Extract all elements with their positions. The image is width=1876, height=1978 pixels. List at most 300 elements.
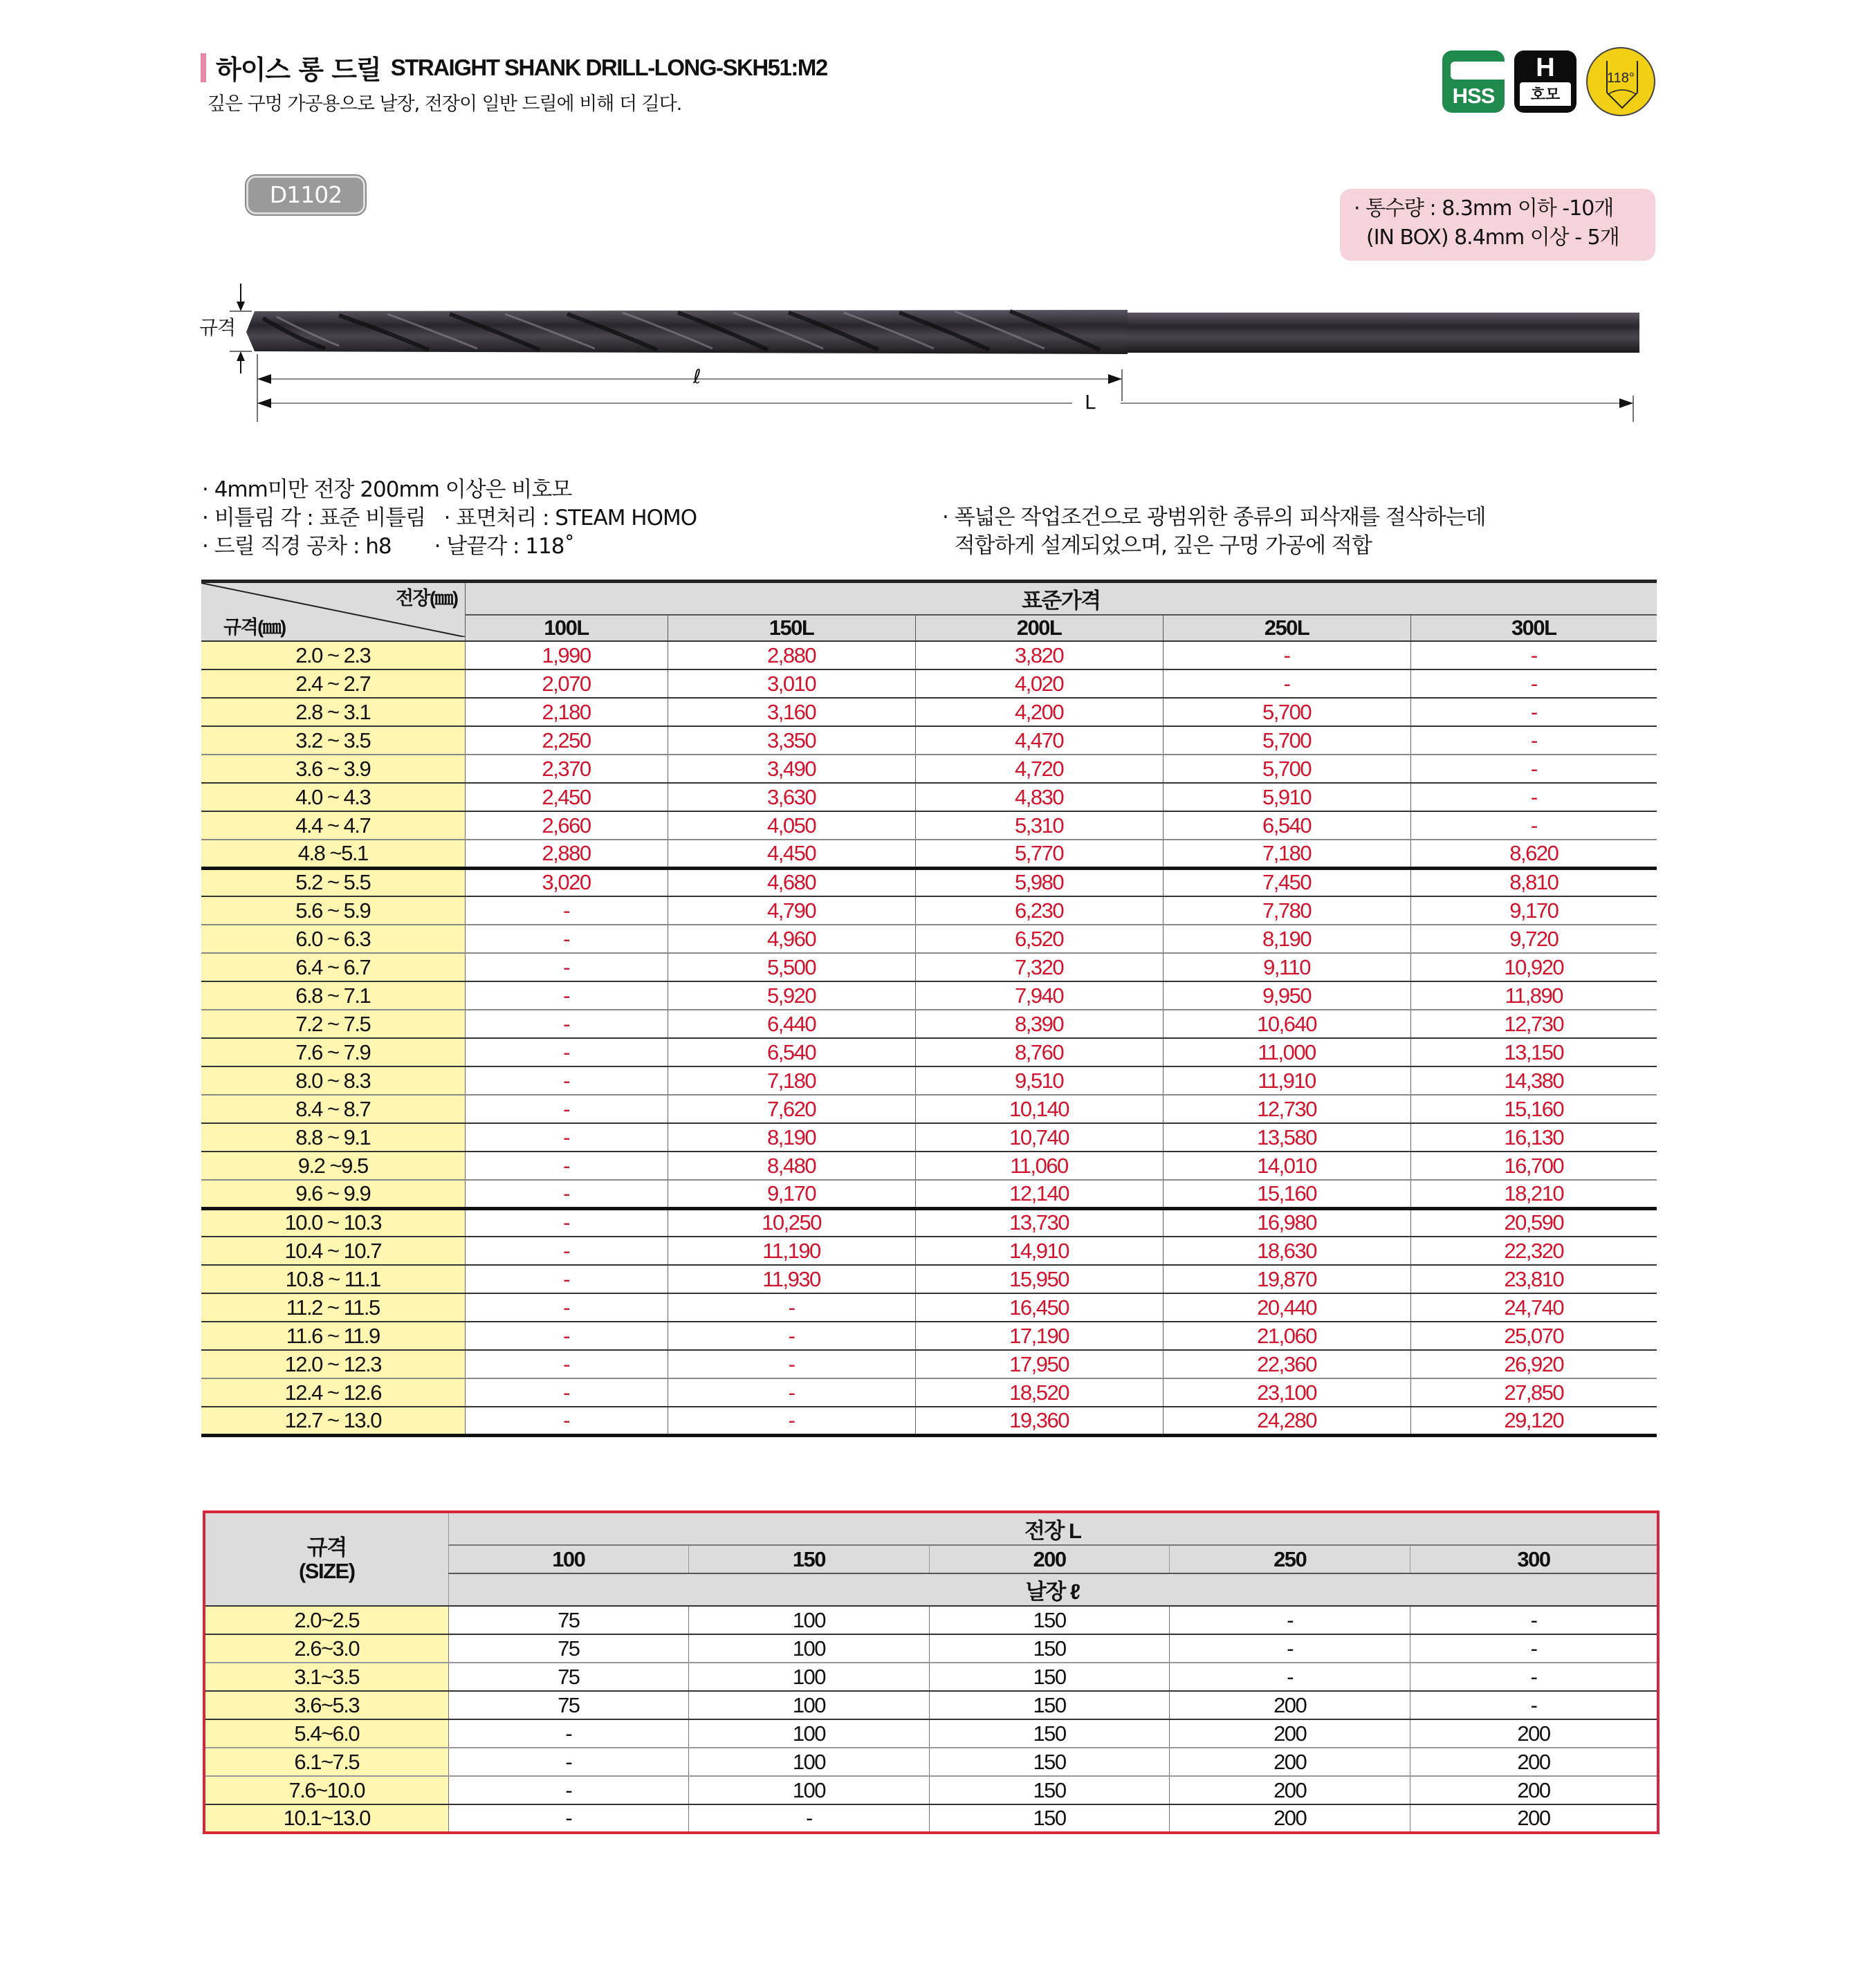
price-cell: 16,980 — [1163, 1208, 1410, 1237]
price-cell: 26,920 — [1410, 1350, 1657, 1378]
flute-length-cell: 150 — [929, 1663, 1170, 1691]
price-cell: 4,960 — [668, 925, 915, 953]
price-cell: - — [668, 1293, 915, 1322]
price-cell: 11,190 — [668, 1237, 915, 1265]
size-cell: 5.4~6.0 — [204, 1719, 448, 1748]
flute-length-cell: - — [1410, 1663, 1659, 1691]
size-cell: 6.1~7.5 — [204, 1748, 448, 1776]
price-cell: 4,680 — [668, 868, 915, 896]
size-cell: 10.0 ~ 10.3 — [201, 1208, 465, 1237]
length-row — [204, 1663, 1658, 1691]
flute-length-cell: 200 — [1410, 1719, 1659, 1748]
price-cell: - — [465, 1066, 668, 1095]
price-cell: - — [465, 1038, 668, 1066]
price-cell: 7,780 — [1163, 896, 1410, 925]
price-row — [201, 1095, 1657, 1123]
flute-length-cell: 200 — [1170, 1804, 1410, 1833]
hss-material-icon — [1442, 50, 1505, 113]
flute-length-cell: - — [1410, 1606, 1659, 1634]
price-cell: 14,910 — [915, 1237, 1163, 1265]
price-cell: - — [465, 1293, 668, 1322]
price-row — [201, 1152, 1657, 1180]
flute-length-cell: - — [1410, 1691, 1659, 1719]
price-cell: - — [668, 1322, 915, 1350]
price-cell: 16,450 — [915, 1293, 1163, 1322]
price-cell: 3,010 — [668, 669, 915, 698]
price-cell: 7,180 — [1163, 840, 1410, 868]
price-cell: 22,360 — [1163, 1350, 1410, 1378]
flute-length-cell: 100 — [689, 1719, 930, 1748]
length-column-header: 150 — [689, 1545, 930, 1573]
size-cell: 3.1~3.5 — [204, 1663, 448, 1691]
price-cell: 3,490 — [668, 755, 915, 783]
size-header-en: (SIZE) — [298, 1558, 355, 1583]
price-row — [201, 925, 1657, 953]
price-cell: 2,660 — [465, 811, 668, 840]
price-row — [201, 953, 1657, 981]
overall-length-header: 전장 L — [448, 1512, 1658, 1545]
price-cell: 5,700 — [1163, 698, 1410, 726]
size-cell: 11.6 ~ 11.9 — [201, 1322, 465, 1350]
price-cell: 8,190 — [1163, 925, 1410, 953]
price-cell: - — [465, 1237, 668, 1265]
price-cell: - — [465, 1010, 668, 1038]
price-column-header: 100L — [465, 615, 668, 641]
price-cell: 11,930 — [668, 1265, 915, 1293]
price-cell: 9,170 — [668, 1180, 915, 1208]
price-cell: - — [1410, 755, 1657, 783]
length-row — [204, 1804, 1658, 1833]
price-row — [201, 868, 1657, 896]
price-row — [201, 1208, 1657, 1237]
price-cell: 2,180 — [465, 698, 668, 726]
price-cell: 2,070 — [465, 669, 668, 698]
size-cell: 2.4 ~ 2.7 — [201, 669, 465, 698]
size-header — [204, 1512, 448, 1606]
price-cell: 4,830 — [915, 783, 1163, 811]
price-cell: 14,010 — [1163, 1152, 1410, 1180]
flute-length-cell: - — [448, 1748, 689, 1776]
price-cell: - — [668, 1378, 915, 1407]
price-cell: 17,190 — [915, 1322, 1163, 1350]
price-cell: - — [1410, 698, 1657, 726]
price-cell: 2,880 — [465, 840, 668, 868]
price-cell: 7,940 — [915, 981, 1163, 1010]
flute-length-cell: 200 — [1170, 1776, 1410, 1804]
price-cell: 6,230 — [915, 896, 1163, 925]
price-cell: - — [465, 1095, 668, 1123]
price-cell: - — [1410, 811, 1657, 840]
flute-length-cell: 100 — [689, 1691, 930, 1719]
price-cell: 12,140 — [915, 1180, 1163, 1208]
size-cell: 6.8 ~ 7.1 — [201, 981, 465, 1010]
price-cell: 9,510 — [915, 1066, 1163, 1095]
price-cell: 3,350 — [668, 726, 915, 755]
price-table — [201, 580, 1657, 1437]
flute-length-cell: 150 — [929, 1634, 1170, 1663]
length-column-header: 200 — [929, 1545, 1170, 1573]
price-cell: 6,440 — [668, 1010, 915, 1038]
price-cell: 6,540 — [1163, 811, 1410, 840]
box-quantity-note — [1340, 189, 1655, 261]
price-cell: 9,170 — [1410, 896, 1657, 925]
size-cell: 7.6~10.0 — [204, 1776, 448, 1804]
price-row — [201, 783, 1657, 811]
flute-length-cell: 75 — [448, 1691, 689, 1719]
length-table-body — [204, 1606, 1658, 1833]
size-cell: 3.6 ~ 3.9 — [201, 755, 465, 783]
price-cell: 2,450 — [465, 783, 668, 811]
size-header-ko: 규격 — [306, 1535, 347, 1560]
price-column-header: 150L — [668, 615, 915, 641]
price-cell: 12,730 — [1163, 1095, 1410, 1123]
price-cell: 4,470 — [915, 726, 1163, 755]
price-row — [201, 1322, 1657, 1350]
size-axis-label: 규격(㎜) — [223, 617, 286, 638]
title-korean: 하이스 롱 드릴 — [216, 55, 381, 85]
price-cell: 20,590 — [1410, 1208, 1657, 1237]
price-cell: 27,850 — [1410, 1378, 1657, 1407]
length-column-header: 250 — [1170, 1545, 1410, 1573]
size-cell: 10.4 ~ 10.7 — [201, 1237, 465, 1265]
price-cell: 3,160 — [668, 698, 915, 726]
size-cell: 9.6 ~ 9.9 — [201, 1180, 465, 1208]
price-row — [201, 896, 1657, 925]
feature-badges — [1442, 47, 1655, 116]
qty-note-line1: · 통수량 : 8.3mm 이하 -10개 — [1354, 196, 1614, 221]
price-cell: 9,720 — [1410, 925, 1657, 953]
price-cell: 2,250 — [465, 726, 668, 755]
price-cell: - — [1410, 641, 1657, 669]
price-cell: 11,890 — [1410, 981, 1657, 1010]
price-cell: 24,280 — [1163, 1407, 1410, 1435]
feature-note: 적합하게 설계되었으며, 깊은 구멍 가공에 적합 — [942, 533, 1372, 558]
size-cell: 2.6~3.0 — [204, 1634, 448, 1663]
flute-length-cell: 75 — [448, 1663, 689, 1691]
price-row — [201, 641, 1657, 669]
price-cell: 3,020 — [465, 868, 668, 896]
flute-length-cell: - — [1170, 1663, 1410, 1691]
length-row — [204, 1634, 1658, 1663]
size-cell: 6.0 ~ 6.3 — [201, 925, 465, 953]
flute-length-cell: 150 — [929, 1748, 1170, 1776]
price-row — [201, 840, 1657, 868]
price-cell: - — [465, 1322, 668, 1350]
price-cell: - — [465, 925, 668, 953]
spec-note: · 4mm미만 전장 200mm 이상은 비호모 — [202, 477, 572, 502]
price-cell: 6,520 — [915, 925, 1163, 953]
homo-label: 호모 — [1530, 86, 1561, 104]
angle-label: 118° — [1607, 71, 1635, 86]
price-row — [201, 1293, 1657, 1322]
price-cell: 4,450 — [668, 840, 915, 868]
flute-length-cell: - — [1410, 1634, 1659, 1663]
size-cell: 2.8 ~ 3.1 — [201, 698, 465, 726]
price-cell: 3,820 — [915, 641, 1163, 669]
price-cell: 16,700 — [1410, 1152, 1657, 1180]
price-cell: 13,580 — [1163, 1123, 1410, 1152]
price-cell: 4,720 — [915, 755, 1163, 783]
price-group-header: 표준가격 — [465, 582, 1657, 616]
price-row — [201, 1378, 1657, 1407]
hss-label: HSS — [1452, 84, 1495, 108]
price-cell: 10,920 — [1410, 953, 1657, 981]
price-cell: 19,360 — [915, 1407, 1163, 1435]
point-angle-icon — [1586, 47, 1655, 116]
spec-notes — [202, 476, 697, 561]
title-accent-bar — [201, 53, 206, 82]
diameter-label: 규격 — [199, 316, 236, 339]
price-cell: 21,060 — [1163, 1322, 1410, 1350]
price-cell: - — [465, 1378, 668, 1407]
price-cell: 7,450 — [1163, 868, 1410, 896]
price-cell: 5,910 — [1163, 783, 1410, 811]
price-cell: 6,540 — [668, 1038, 915, 1066]
price-cell: - — [465, 981, 668, 1010]
size-cell: 3.6~5.3 — [204, 1691, 448, 1719]
flute-length-cell: - — [1170, 1634, 1410, 1663]
size-cell: 4.4 ~ 4.7 — [201, 811, 465, 840]
size-cell: 7.2 ~ 7.5 — [201, 1010, 465, 1038]
flute-length-cell: 200 — [1410, 1776, 1659, 1804]
price-cell: 5,700 — [1163, 726, 1410, 755]
flute-length-cell: - — [448, 1804, 689, 1833]
size-cell: 4.8 ~5.1 — [201, 840, 465, 868]
title-english: STRAIGHT SHANK DRILL-LONG-SKH51:M2 — [390, 54, 827, 80]
price-cell: 24,740 — [1410, 1293, 1657, 1322]
price-cell: 16,130 — [1410, 1123, 1657, 1152]
size-cell: 12.7 ~ 13.0 — [201, 1407, 465, 1435]
length-row — [204, 1748, 1658, 1776]
size-cell: 5.6 ~ 5.9 — [201, 896, 465, 925]
price-row — [201, 755, 1657, 783]
price-column-header: 300L — [1410, 615, 1657, 641]
flute-length-cell: 200 — [1410, 1748, 1659, 1776]
flute-length-cell: - — [689, 1804, 930, 1833]
length-table — [203, 1510, 1659, 1834]
flute-length-cell: - — [448, 1776, 689, 1804]
size-cell: 12.4 ~ 12.6 — [201, 1378, 465, 1407]
price-cell: - — [465, 1407, 668, 1435]
flute-length-cell: 150 — [929, 1719, 1170, 1748]
price-cell: 14,380 — [1410, 1066, 1657, 1095]
flute-length-cell: 150 — [929, 1804, 1170, 1833]
size-cell: 4.0 ~ 4.3 — [201, 783, 465, 811]
flute-length-cell: - — [1170, 1606, 1410, 1634]
flute-length-cell: 100 — [689, 1663, 930, 1691]
price-cell: 2,880 — [668, 641, 915, 669]
size-cell: 8.8 ~ 9.1 — [201, 1123, 465, 1152]
price-cell: 10,640 — [1163, 1010, 1410, 1038]
price-cell: 9,950 — [1163, 981, 1410, 1010]
drill-diagram — [180, 277, 1639, 429]
size-cell: 7.6 ~ 7.9 — [201, 1038, 465, 1066]
price-cell: - — [1163, 641, 1410, 669]
price-row — [201, 1265, 1657, 1293]
price-cell: 19,870 — [1163, 1265, 1410, 1293]
price-cell: 5,770 — [915, 840, 1163, 868]
price-cell: 5,980 — [915, 868, 1163, 896]
price-cell: 13,730 — [915, 1208, 1163, 1237]
page-title — [201, 48, 827, 86]
price-cell: 4,050 — [668, 811, 915, 840]
size-cell: 3.2 ~ 3.5 — [201, 726, 465, 755]
price-row — [201, 1010, 1657, 1038]
overall-length-label: L — [1085, 391, 1095, 414]
price-cell: - — [465, 1152, 668, 1180]
price-cell: - — [465, 1208, 668, 1237]
homo-treatment-icon — [1514, 50, 1576, 113]
price-cell: - — [465, 1180, 668, 1208]
size-cell: 10.1~13.0 — [204, 1804, 448, 1833]
flute-length-cell: 75 — [448, 1634, 689, 1663]
price-cell: - — [465, 1350, 668, 1378]
price-cell: 5,310 — [915, 811, 1163, 840]
price-cell: 5,500 — [668, 953, 915, 981]
price-cell: - — [1410, 783, 1657, 811]
price-table-corner-header — [201, 582, 465, 642]
price-cell: 5,700 — [1163, 755, 1410, 783]
size-cell: 10.8 ~ 11.1 — [201, 1265, 465, 1293]
page-subtitle: 깊은 구멍 가공용으로 날장, 전장이 일반 드릴에 비해 더 길다. — [208, 93, 682, 115]
size-cell: 9.2 ~9.5 — [201, 1152, 465, 1180]
price-row — [201, 1407, 1657, 1435]
price-cell: 3,630 — [668, 783, 915, 811]
drill-illustration — [180, 277, 1639, 429]
price-cell: - — [668, 1407, 915, 1435]
flute-length-cell: 75 — [448, 1606, 689, 1634]
price-cell: 17,950 — [915, 1350, 1163, 1378]
price-cell: 25,070 — [1410, 1322, 1657, 1350]
price-row — [201, 726, 1657, 755]
price-cell: 8,760 — [915, 1038, 1163, 1066]
flute-length-cell: 200 — [1170, 1719, 1410, 1748]
size-cell: 6.4 ~ 6.7 — [201, 953, 465, 981]
price-cell: 29,120 — [1410, 1407, 1657, 1435]
price-cell: 13,150 — [1410, 1038, 1657, 1066]
price-cell: - — [465, 953, 668, 981]
flute-length-cell: 100 — [689, 1634, 930, 1663]
price-row — [201, 981, 1657, 1010]
length-column-header: 300 — [1410, 1545, 1659, 1573]
flute-length-label: ℓ — [693, 365, 701, 388]
flute-length-cell: 150 — [929, 1691, 1170, 1719]
price-cell: 7,320 — [915, 953, 1163, 981]
drill-shank — [1121, 313, 1639, 353]
flute-length-cell: 200 — [1170, 1691, 1410, 1719]
price-cell: - — [1410, 669, 1657, 698]
price-cell: - — [465, 1123, 668, 1152]
price-cell: 2,370 — [465, 755, 668, 783]
price-row — [201, 1038, 1657, 1066]
price-cell: 18,520 — [915, 1378, 1163, 1407]
price-cell: 15,160 — [1163, 1180, 1410, 1208]
price-cell: 8,620 — [1410, 840, 1657, 868]
price-row — [201, 1237, 1657, 1265]
feature-note: · 폭넓은 작업조건으로 광범위한 종류의 피삭재를 절삭하는데 — [942, 505, 1486, 530]
product-code-badge: D1102 — [246, 176, 365, 214]
length-row — [204, 1606, 1658, 1634]
flute-length-cell: 100 — [689, 1776, 930, 1804]
price-cell: 4,200 — [915, 698, 1163, 726]
price-cell: 7,180 — [668, 1066, 915, 1095]
price-cell: 1,990 — [465, 641, 668, 669]
size-cell: 2.0~2.5 — [204, 1606, 448, 1634]
flute-length-cell: 200 — [1410, 1804, 1659, 1833]
price-cell: - — [668, 1350, 915, 1378]
size-cell: 11.2 ~ 11.5 — [201, 1293, 465, 1322]
price-cell: 11,000 — [1163, 1038, 1410, 1066]
price-row — [201, 669, 1657, 698]
price-cell: - — [465, 1265, 668, 1293]
price-cell: 11,060 — [915, 1152, 1163, 1180]
size-cell: 8.4 ~ 8.7 — [201, 1095, 465, 1123]
price-cell: 10,740 — [915, 1123, 1163, 1152]
price-cell: 23,810 — [1410, 1265, 1657, 1293]
size-cell: 5.2 ~ 5.5 — [201, 868, 465, 896]
flute-length-cell: 200 — [1170, 1748, 1410, 1776]
spec-note: · 드릴 직경 공차 : h8 · 날끝각 : 118˚ — [202, 534, 574, 559]
flute-length-cell: 100 — [689, 1748, 930, 1776]
length-row — [204, 1691, 1658, 1719]
flute-length-cell: 150 — [929, 1776, 1170, 1804]
price-cell: 18,210 — [1410, 1180, 1657, 1208]
price-cell: 4,790 — [668, 896, 915, 925]
price-cell: 8,190 — [668, 1123, 915, 1152]
price-cell: 10,140 — [915, 1095, 1163, 1123]
price-cell: - — [465, 896, 668, 925]
price-column-header: 200L — [915, 615, 1163, 641]
price-table-body — [201, 641, 1657, 1435]
price-cell: 15,160 — [1410, 1095, 1657, 1123]
price-cell: 22,320 — [1410, 1237, 1657, 1265]
price-row — [201, 811, 1657, 840]
qty-note-line2: (IN BOX) 8.4mm 이상 - 5개 — [1366, 225, 1619, 250]
price-cell: 18,630 — [1163, 1237, 1410, 1265]
price-cell: 8,810 — [1410, 868, 1657, 896]
size-cell: 12.0 ~ 12.3 — [201, 1350, 465, 1378]
length-row — [204, 1776, 1658, 1804]
price-cell: 23,100 — [1163, 1378, 1410, 1407]
price-cell: 11,910 — [1163, 1066, 1410, 1095]
price-cell: 4,020 — [915, 669, 1163, 698]
price-cell: 15,950 — [915, 1265, 1163, 1293]
length-axis-label: 전장(㎜) — [395, 588, 458, 609]
price-cell: 7,620 — [668, 1095, 915, 1123]
spec-note: · 비틀림 각 : 표준 비틀림 · 표면처리 : STEAM HOMO — [202, 506, 697, 530]
flute-length-header: 날장 ℓ — [448, 1573, 1658, 1606]
flute-length-cell: - — [448, 1719, 689, 1748]
price-row — [201, 1123, 1657, 1152]
flute-length-cell: 150 — [929, 1606, 1170, 1634]
price-cell: 20,440 — [1163, 1293, 1410, 1322]
price-row — [201, 698, 1657, 726]
length-column-header: 100 — [448, 1545, 689, 1573]
price-cell: 9,110 — [1163, 953, 1410, 981]
size-cell: 2.0 ~ 2.3 — [201, 641, 465, 669]
price-cell: 8,480 — [668, 1152, 915, 1180]
price-column-header: 250L — [1163, 615, 1410, 641]
feature-notes — [942, 503, 1486, 560]
price-row — [201, 1066, 1657, 1095]
price-cell: - — [1163, 669, 1410, 698]
homo-letter: H — [1536, 53, 1555, 82]
price-cell: 10,250 — [668, 1208, 915, 1237]
price-cell: 12,730 — [1410, 1010, 1657, 1038]
length-row — [204, 1719, 1658, 1748]
price-cell: 5,920 — [668, 981, 915, 1010]
flute-length-cell: 100 — [689, 1606, 930, 1634]
